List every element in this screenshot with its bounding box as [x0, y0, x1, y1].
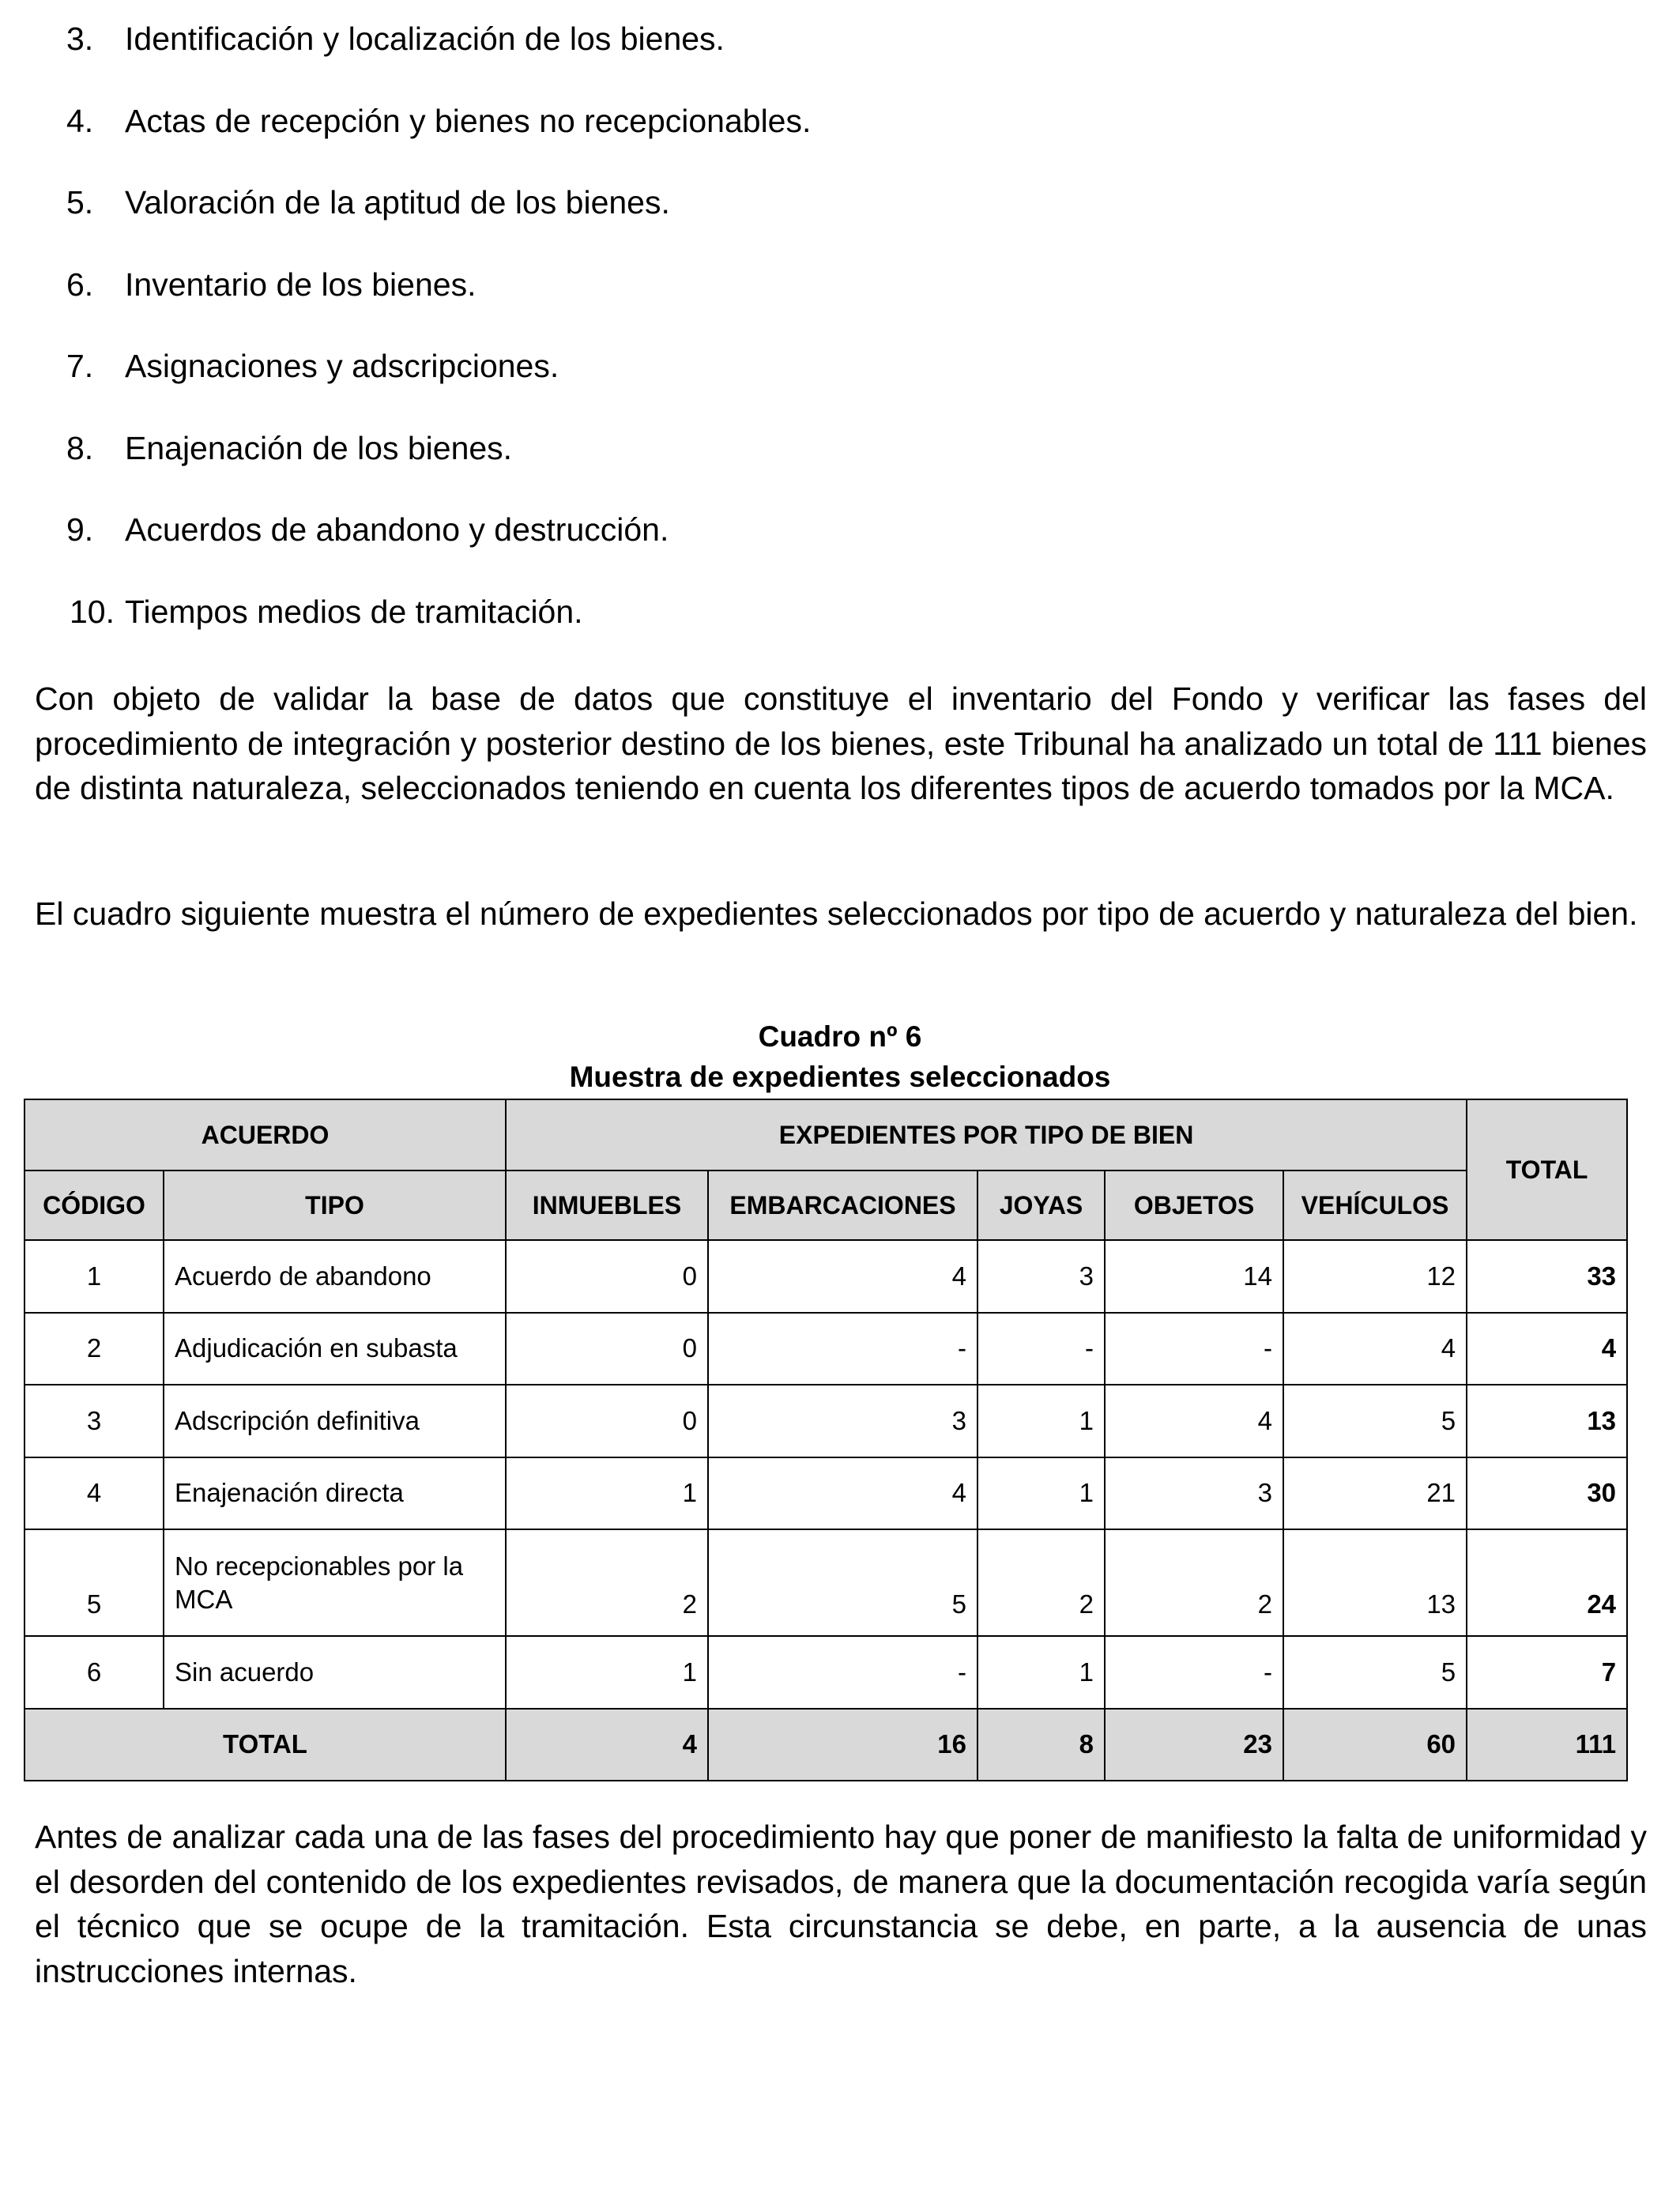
total-label: TOTAL [24, 1709, 506, 1781]
list-item [35, 265, 811, 304]
list-number: 7. [66, 348, 94, 384]
cell-codigo: 3 [24, 1385, 164, 1457]
cell-total: 4 [1467, 1313, 1627, 1385]
cell-inmuebles: 1 [506, 1636, 708, 1709]
list-number: 5. [66, 184, 94, 221]
cell-tipo: Adjudicación en subasta [164, 1313, 506, 1385]
list-number: 6. [66, 266, 94, 303]
cell-objetos: 14 [1105, 1240, 1283, 1313]
cell-vehiculos: 5 [1283, 1636, 1467, 1709]
list-number: 4. [66, 102, 94, 139]
cell-vehiculos: 5 [1283, 1385, 1467, 1457]
numbered-list [35, 19, 811, 673]
cell-tipo: Sin acuerdo [164, 1636, 506, 1709]
list-text: Valoración de la aptitud de los bienes. [125, 184, 670, 221]
cell-total: 13 [1467, 1385, 1627, 1457]
table-row [24, 1385, 1627, 1457]
cell-objetos: 3 [1105, 1457, 1283, 1530]
list-item [35, 346, 811, 386]
cell-inmuebles: 0 [506, 1313, 708, 1385]
cell-tipo: Enajenación directa [164, 1457, 506, 1530]
table-column-header-row [24, 1171, 1627, 1240]
cell-codigo: 2 [24, 1313, 164, 1385]
cell-codigo: 1 [24, 1240, 164, 1313]
table-row [24, 1636, 1627, 1709]
cell-objetos: - [1105, 1313, 1283, 1385]
cell-embarcaciones: 4 [708, 1457, 977, 1530]
cell-vehiculos: 21 [1283, 1457, 1467, 1530]
cell-objetos: 4 [1105, 1385, 1283, 1457]
cell-codigo: 4 [24, 1457, 164, 1530]
total-joyas: 8 [977, 1709, 1105, 1781]
cell-vehiculos: 4 [1283, 1313, 1467, 1385]
cell-vehiculos: 13 [1283, 1529, 1467, 1636]
header-tipo: TIPO [164, 1171, 506, 1240]
header-acuerdo: ACUERDO [24, 1099, 506, 1171]
list-text: Enajenación de los bienes. [125, 429, 513, 466]
table-row [24, 1529, 1627, 1636]
list-text: Acuerdos de abandono y destrucción. [125, 511, 669, 548]
list-text: Inventario de los bienes. [125, 266, 477, 303]
cell-tipo: No recepcionables por la MCA [164, 1529, 506, 1636]
cell-embarcaciones: 3 [708, 1385, 977, 1457]
table-caption-title: Cuadro nº 6 [758, 1020, 922, 1053]
table-total-row [24, 1709, 1627, 1781]
cell-tipo: Adscripción definitiva [164, 1385, 506, 1457]
total-vehiculos: 60 [1283, 1709, 1467, 1781]
cell-objetos: 2 [1105, 1529, 1283, 1636]
cell-joyas: 1 [977, 1457, 1105, 1530]
cell-total: 33 [1467, 1240, 1627, 1313]
cell-inmuebles: 0 [506, 1240, 708, 1313]
table-group-header-row [24, 1099, 1627, 1171]
intro-paragraph: Con objeto de validar la base de datos que constituye el inventario del Fondo y verificar las fases del procedimiento de integración y posterior destino de los bienes, este Tribunal ha analizado un total de 111 bienes de distinta naturaleza, seleccionados teniendo en cuenta los diferentes tipos de acuerdo tomados por la MCA. [35, 680, 1647, 806]
list-number: 9. [66, 511, 94, 548]
cell-joyas: 3 [977, 1240, 1105, 1313]
cell-inmuebles: 2 [506, 1529, 708, 1636]
table-caption-subtitle: Muestra de expedientes seleccionados [569, 1061, 1111, 1093]
cell-total: 7 [1467, 1636, 1627, 1709]
cell-embarcaciones: - [708, 1636, 977, 1709]
header-total: TOTAL [1467, 1099, 1627, 1240]
header-joyas: JOYAS [977, 1171, 1105, 1240]
list-number: 3. [66, 21, 94, 57]
list-text: Asignaciones y adscripciones. [125, 348, 559, 384]
cell-joyas: - [977, 1313, 1105, 1385]
list-text: Actas de recepción y bienes no recepcionables. [125, 102, 812, 139]
total-embarcaciones: 16 [708, 1709, 977, 1781]
header-vehiculos: VEHÍCULOS [1283, 1171, 1467, 1240]
list-number: 8. [66, 429, 94, 466]
table-row [24, 1240, 1627, 1313]
cell-embarcaciones: 5 [708, 1529, 977, 1636]
list-number: 10. [70, 593, 115, 630]
header-objetos: OBJETOS [1105, 1171, 1283, 1240]
cell-total: 24 [1467, 1529, 1627, 1636]
list-item [35, 428, 811, 468]
cell-inmuebles: 1 [506, 1457, 708, 1530]
cell-total: 30 [1467, 1457, 1627, 1530]
header-expedientes: EXPEDIENTES POR TIPO DE BIEN [506, 1099, 1467, 1171]
cell-joyas: 1 [977, 1636, 1105, 1709]
header-inmuebles: INMUEBLES [506, 1171, 708, 1240]
cell-inmuebles: 0 [506, 1385, 708, 1457]
header-codigo: CÓDIGO [24, 1171, 164, 1240]
closing-paragraph: Antes de analizar cada una de las fases del procedimiento hay que poner de manifiesto la falta de uniformidad y el desorden del contenido de los expedientes revisados, de manera que la documentación recogida varía según el técnico que se ocupe de la tramitación. Esta circunstancia se debe, en parte, a la ausencia de unas instrucciones internas. [35, 1819, 1647, 1989]
total-objetos: 23 [1105, 1709, 1283, 1781]
header-embarcaciones: EMBARCACIONES [708, 1171, 977, 1240]
list-item [35, 510, 811, 549]
cell-embarcaciones: 4 [708, 1240, 977, 1313]
cell-joyas: 1 [977, 1385, 1105, 1457]
cell-codigo: 5 [24, 1529, 164, 1636]
total-grand: 111 [1467, 1709, 1627, 1781]
cell-objetos: - [1105, 1636, 1283, 1709]
list-item [35, 183, 811, 222]
cell-codigo: 6 [24, 1636, 164, 1709]
total-inmuebles: 4 [506, 1709, 708, 1781]
list-item [35, 19, 811, 58]
cell-joyas: 2 [977, 1529, 1105, 1636]
list-text: Identificación y localización de los bienes. [125, 21, 725, 57]
list-item [35, 592, 811, 631]
cell-tipo: Acuerdo de abandono [164, 1240, 506, 1313]
list-item [35, 101, 811, 141]
table-row [24, 1457, 1627, 1530]
cell-embarcaciones: - [708, 1313, 977, 1385]
table-intro-paragraph: El cuadro siguiente muestra el número de expedientes seleccionados por tipo de acuerdo y naturaleza del bien. [35, 895, 1638, 932]
cell-vehiculos: 12 [1283, 1240, 1467, 1313]
list-text: Tiempos medios de tramitación. [125, 593, 583, 630]
sample-table [24, 1099, 1628, 1781]
table-row [24, 1313, 1627, 1385]
